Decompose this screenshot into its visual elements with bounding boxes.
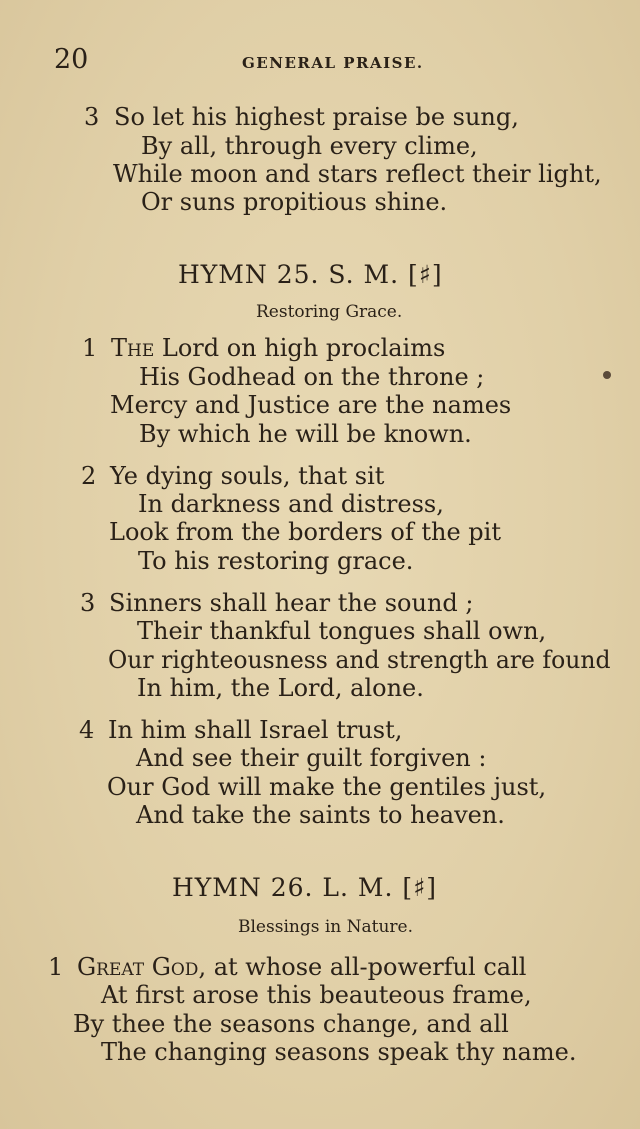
verse-line: Mercy and Justice are the names: [110, 391, 512, 419]
verse-line: In him, the Lord, alone.: [137, 674, 424, 702]
verse-line: So let his highest praise be sung,: [114, 103, 519, 131]
verse-line: In darkness and distress,: [138, 490, 444, 518]
stanza-number: 3: [84, 103, 100, 131]
stanza-number: 4: [79, 716, 95, 744]
verse-line: Their thankful tongues shall own,: [137, 617, 547, 645]
initial-caps: Great God: [77, 953, 199, 981]
verse-line: His Godhead on the throne ;: [139, 363, 485, 391]
hymn-subtitle: Blessings in Nature.: [238, 917, 414, 937]
verse-line: Ye dying souls, that sit: [110, 462, 385, 490]
verse-line: By all, through every clime,: [141, 132, 478, 160]
verse-line: To his restoring grace.: [138, 547, 414, 575]
running-title: GENERAL PRAISE.: [242, 54, 424, 72]
stanza-number: 2: [81, 462, 97, 490]
hymn-title: HYMN 25. S. M. [♯]: [178, 260, 443, 289]
verse-line: While moon and stars reflect their light,: [113, 160, 602, 188]
verse-line: Or suns propitious shine.: [141, 188, 448, 216]
initial-caps: The: [111, 334, 155, 362]
verse-line: And take the saints to heaven.: [136, 801, 505, 829]
verse-line: Great God, at whose all-powerful call: [77, 953, 527, 981]
verse-line: Look from the borders of the pit: [109, 518, 501, 546]
stanza-number: 1: [82, 334, 98, 362]
verse-line: By which he will be known.: [139, 420, 472, 448]
stanza-number: 3: [80, 589, 96, 617]
verse-line: By thee the seasons change, and all: [73, 1010, 509, 1038]
stanza-number: 1: [48, 953, 64, 981]
verse-line: Our righteousness and strength are found: [108, 646, 611, 674]
page-number: 20: [54, 44, 89, 75]
hymn-title: HYMN 26. L. M. [♯]: [172, 873, 438, 902]
ink-spot: [603, 371, 611, 379]
verse-line: The changing seasons speak thy name.: [101, 1038, 577, 1066]
verse-line: Our God will make the gentiles just,: [107, 773, 547, 801]
verse-line: At first arose this beauteous frame,: [101, 981, 532, 1009]
verse-line: The Lord on high proclaims: [111, 334, 446, 362]
verse-line: Sinners shall hear the sound ;: [109, 589, 474, 617]
verse-line: And see their guilt forgiven :: [136, 744, 487, 772]
hymn-subtitle: Restoring Grace.: [256, 302, 403, 322]
verse-line: In him shall Israel trust,: [108, 716, 403, 744]
page-header: [0, 44, 640, 76]
